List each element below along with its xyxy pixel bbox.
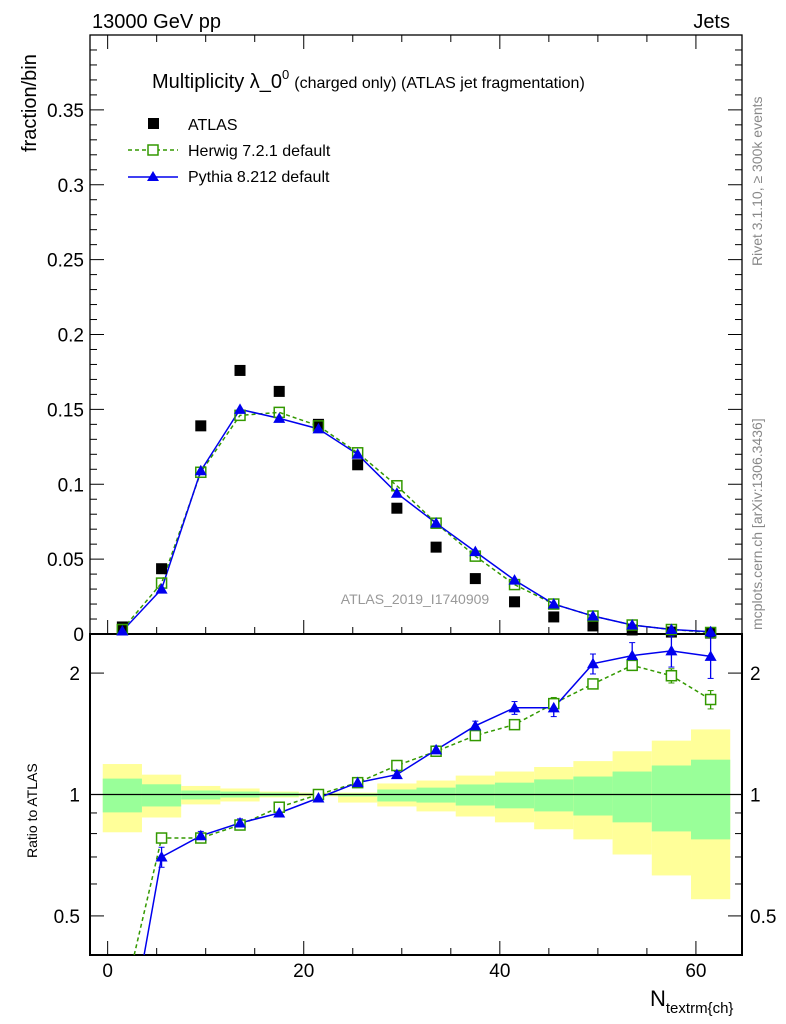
ratio-ytick-label: 0.5 [53,906,80,928]
header-left: 13000 GeV pp [92,11,221,33]
herwig-ratio-point [627,660,637,670]
atlas-point [352,459,363,470]
pythia-point [234,403,246,414]
atlas-point [431,542,442,553]
legend-herwig-label: Herwig 7.2.1 default [188,143,331,160]
main-ytick-label: 0.1 [57,475,84,497]
xtick-label: 60 [685,961,707,982]
ratio-bands [103,729,730,899]
ratio-ylabel: Ratio to ATLAS [24,763,40,858]
legend-pythia-marker [147,171,159,181]
herwig-ratio-point [157,833,167,843]
band-inner-bin [613,772,652,823]
xlabel-main: N [650,986,666,1011]
header-right: Jets [693,11,730,33]
main-ytick-label: 0.2 [57,325,84,347]
plot-title-sup: 0 [282,67,290,82]
ratio-ytick-label-right: 0.5 [750,906,777,928]
pythia-ratio-point [665,645,677,656]
band-inner-bin [103,779,142,813]
herwig-ratio-point [510,720,520,730]
ratio-ytick-label: 1 [69,785,80,807]
data-marks [116,365,716,955]
legend-atlas-label: ATLAS [188,117,238,134]
band-inner-bin [652,766,691,832]
herwig-ratio-point [706,695,716,705]
xtick-label: 40 [489,961,511,982]
atlas-point [235,365,246,376]
ratio-ytick-label-right: 1 [750,785,761,807]
atlas-point [587,620,598,631]
main-ytick-label: 0.35 [47,100,84,122]
herwig-ratio-point [588,679,598,689]
herwig-ratio-point [666,671,676,681]
ratio-ytick-label-right: 2 [750,664,761,686]
plot-title-main: Multiplicity λ_0 [152,71,283,93]
atlas-point [274,386,285,397]
ratio-xlabel [650,986,733,1017]
atlas-point [195,420,206,431]
herwig-ratio-point [470,731,480,741]
band-inner-bin [691,760,730,840]
xtick-label: 0 [102,961,113,982]
main-ytick-label: 0.15 [47,400,84,422]
main-ytick-label: 0 [73,625,84,646]
side-text-rivet: Rivet 3.1.10, ≥ 300k events [749,96,765,266]
atlas-point [391,503,402,514]
watermark: ATLAS_2019_I1740909 [340,591,490,607]
plot-title [152,67,585,93]
legend-pythia-label: Pythia 8.212 default [188,169,330,186]
plot-title-rest: (charged only) (ATLAS jet fragmentation) [294,75,585,92]
legend-atlas-marker [148,118,159,129]
main-ytick-label: 0.25 [47,250,84,272]
pythia-ratio-point [469,720,481,731]
side-text-mcplots: mcplots.cern.ch [arXiv:1306.3436] [749,418,765,630]
atlas-point [509,596,520,607]
band-inner-bin [573,777,612,816]
atlas-point [548,611,559,622]
band-inner-bin [142,784,181,806]
main-ytick-label: 0.05 [47,550,84,572]
band-inner-bin [495,783,534,809]
band-inner-bin [377,789,416,801]
pythia-point [352,448,364,459]
main-ylabel: fraction/bin [19,54,41,152]
main-ytick-label: 0.3 [57,175,84,197]
legend [128,117,331,186]
xtick-label: 20 [293,961,315,982]
atlas-point [156,563,167,574]
xlabel-sub: textrm{ch} [665,1000,734,1017]
ratio-ytick-label: 2 [69,664,80,686]
legend-herwig-marker [148,145,158,155]
atlas-point [470,573,481,584]
band-inner-bin [534,779,573,811]
